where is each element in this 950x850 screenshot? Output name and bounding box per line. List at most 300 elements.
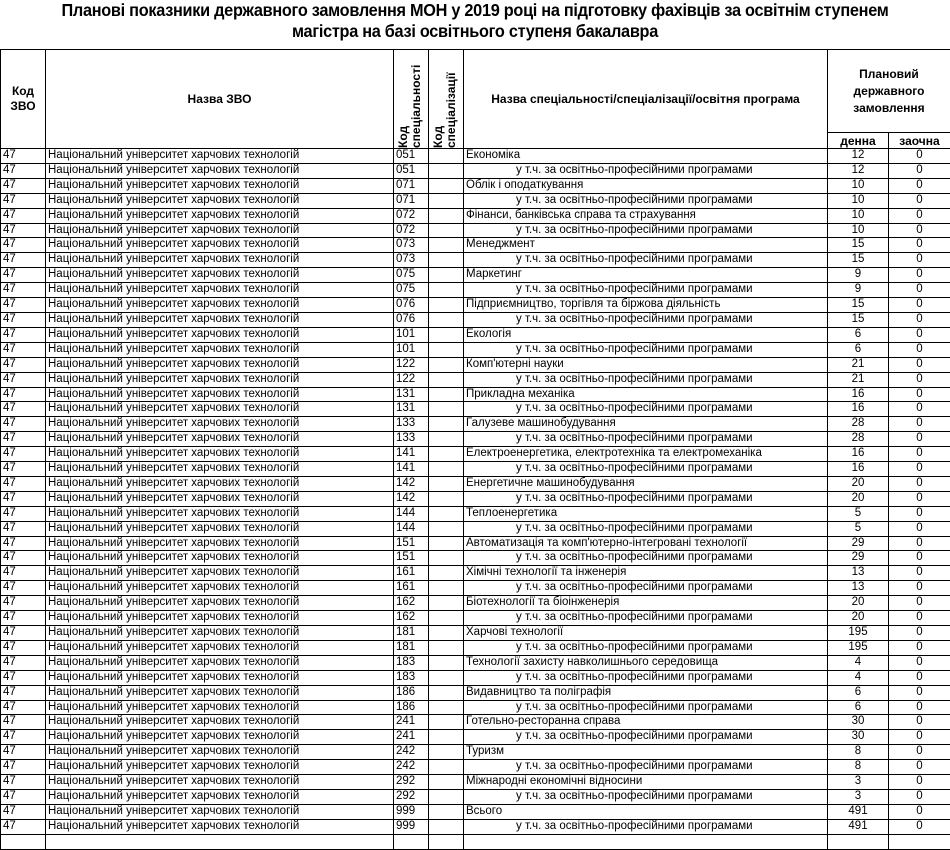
cell-kod-zvo: 47 [1,804,46,819]
cell-kod-specializatsii [429,238,464,253]
cell-kod-specialnosti: 241 [394,715,429,730]
cell-kod-specialnosti: 101 [394,327,429,342]
cell-kod-zvo: 47 [1,312,46,327]
cell-kod-specialnosti: 073 [394,253,429,268]
cell-kod-specializatsii [429,432,464,447]
cell-kod-zvo: 47 [1,596,46,611]
cell-nazva-specialnosti: Всього [464,804,828,819]
cell-kod-specialnosti: 181 [394,640,429,655]
table-row [1,596,950,611]
cell-kod-specializatsii [429,417,464,432]
table-row [1,685,950,700]
cell-kod-zvo: 47 [1,193,46,208]
cell-denna: 21 [828,372,889,387]
cell-kod-zvo: 47 [1,775,46,790]
cell-denna: 195 [828,640,889,655]
cell-kod-zvo: 47 [1,566,46,581]
cell-nazva-zvo: Національний університет харчових технологій [46,357,394,372]
cell-denna: 15 [828,253,889,268]
table-row [1,447,950,462]
cell-denna: 3 [828,775,889,790]
header-zaochna: заочна [889,133,950,149]
table-row [1,312,950,327]
cell-kod-specializatsii [429,491,464,506]
cell-kod-specializatsii [429,312,464,327]
cell-nazva-zvo: Національний університет харчових технологій [46,685,394,700]
cell-denna: 8 [828,745,889,760]
cell-nazva-specialnosti: Міжнародні економічні відносини [464,775,828,790]
cell-kod-specialnosti: 161 [394,566,429,581]
cell-denna: 5 [828,506,889,521]
cell-zaochna: 0 [889,432,950,447]
cell-zaochna: 0 [889,476,950,491]
cell-kod-zvo: 47 [1,357,46,372]
table-row [1,760,950,775]
cell-denna: 15 [828,312,889,327]
cell-nazva-zvo: Національний університет харчових технологій [46,700,394,715]
table-row [1,163,950,178]
document-title [33,0,917,42]
cell-kod-specializatsii [429,551,464,566]
cell-kod-specializatsii [429,596,464,611]
cell-zaochna: 0 [889,402,950,417]
cell-kod-specialnosti: 133 [394,417,429,432]
cell-kod-zvo: 47 [1,715,46,730]
cell-denna: 195 [828,626,889,641]
table-row [1,789,950,804]
cell-denna: 16 [828,387,889,402]
cell-nazva-zvo: Національний університет харчових технологій [46,432,394,447]
table-row [1,462,950,477]
cell-kod-specializatsii [429,700,464,715]
table-row [1,387,950,402]
table-row [1,521,950,536]
cell-nazva-zvo: Національний університет харчових технологій [46,775,394,790]
cell-kod-specializatsii [429,640,464,655]
cell-zaochna: 0 [889,312,950,327]
cell-kod-specializatsii [429,566,464,581]
cell-zaochna: 0 [889,447,950,462]
table-row [1,298,950,313]
cell-kod-zvo: 47 [1,223,46,238]
cell-kod-specializatsii [429,715,464,730]
cell-kod-specialnosti: 131 [394,402,429,417]
cell-kod-specializatsii [429,268,464,283]
cell-nazva-zvo: Національний університет харчових технологій [46,312,394,327]
cell-denna: 491 [828,819,889,834]
cell-zaochna: 0 [889,700,950,715]
cell-nazva-zvo: Національний університет харчових технологій [46,789,394,804]
cell-nazva-specialnosti: Готельно-ресторанна справа [464,715,828,730]
cell-kod-zvo: 47 [1,402,46,417]
cell-kod-specialnosti: 071 [394,193,429,208]
cell-kod-zvo: 47 [1,626,46,641]
cell-zaochna: 0 [889,611,950,626]
cell-kod-specializatsii [429,163,464,178]
cell-nazva-zvo: Національний університет харчових технологій [46,253,394,268]
title-line-1: Планові показники державного замовлення МОН у 2019 році на підготовку фахівців за освітнім ступенем [33,0,917,21]
table-row [1,655,950,670]
cell-kod-specializatsii [429,581,464,596]
cell-kod-specialnosti: 076 [394,312,429,327]
table-row [1,730,950,745]
cell-denna: 30 [828,730,889,745]
cell-nazva-specialnosti: у т.ч. за освітньо-професійними програмами [464,730,828,745]
cell-zaochna: 0 [889,178,950,193]
cell-zaochna: 0 [889,357,950,372]
cell-denna: 28 [828,432,889,447]
cell-nazva-zvo: Національний університет харчових технологій [46,417,394,432]
cell-denna: 16 [828,402,889,417]
table-row [1,551,950,566]
cell-kod-zvo: 47 [1,417,46,432]
table-row [1,178,950,193]
table-row [1,238,950,253]
cell-zaochna: 0 [889,223,950,238]
cell-nazva-specialnosti: у т.ч. за освітньо-професійними програмами [464,342,828,357]
table-row [1,715,950,730]
cell-denna: 4 [828,670,889,685]
table-row [1,491,950,506]
clipped-cell [429,834,464,849]
cell-kod-zvo: 47 [1,640,46,655]
header-kod-specializatsii: Код спеціалізації [429,50,464,149]
cell-kod-specializatsii [429,447,464,462]
cell-zaochna: 0 [889,730,950,745]
cell-kod-specialnosti: 075 [394,283,429,298]
cell-nazva-specialnosti: у т.ч. за освітньо-професійними програмами [464,432,828,447]
clipped-cell [889,834,950,849]
cell-nazva-zvo: Національний університет харчових технологій [46,566,394,581]
cell-kod-specialnosti: 242 [394,760,429,775]
cell-nazva-specialnosti: Видавництво та поліграфія [464,685,828,700]
header-nazva-zvo: Назва ЗВО [46,50,394,149]
cell-kod-specialnosti: 144 [394,521,429,536]
cell-nazva-specialnosti: у т.ч. за освітньо-професійними програмами [464,611,828,626]
cell-nazva-zvo: Національний університет харчових технологій [46,536,394,551]
table-row [1,223,950,238]
table-body [1,149,950,850]
cell-kod-zvo: 47 [1,655,46,670]
cell-zaochna: 0 [889,193,950,208]
table-row [1,476,950,491]
cell-kod-specialnosti: 051 [394,163,429,178]
cell-denna: 20 [828,596,889,611]
cell-kod-specialnosti: 142 [394,476,429,491]
cell-kod-specializatsii [429,506,464,521]
cell-nazva-zvo: Національний університет харчових технологій [46,655,394,670]
cell-kod-zvo: 47 [1,208,46,223]
cell-nazva-specialnosti: Туризм [464,745,828,760]
cell-kod-specialnosti: 144 [394,506,429,521]
cell-kod-specialnosti: 241 [394,730,429,745]
table-row-clipped [1,834,950,849]
cell-kod-specialnosti: 141 [394,462,429,477]
cell-kod-specializatsii [429,387,464,402]
cell-denna: 491 [828,804,889,819]
cell-kod-specializatsii [429,223,464,238]
cell-kod-specialnosti: 292 [394,789,429,804]
cell-nazva-zvo: Національний університет харчових технологій [46,342,394,357]
cell-kod-zvo: 47 [1,387,46,402]
cell-nazva-zvo: Національний університет харчових технологій [46,611,394,626]
cell-zaochna: 0 [889,760,950,775]
cell-nazva-specialnosti: Енергетичне машинобудування [464,476,828,491]
cell-nazva-specialnosti: у т.ч. за освітньо-професійними програмами [464,462,828,477]
title-line-2: магістра на базі освітнього ступеня бакалавра [33,21,917,42]
cell-nazva-specialnosti: у т.ч. за освітньо-професійними програмами [464,670,828,685]
cell-nazva-zvo: Національний університет харчових технологій [46,819,394,834]
cell-kod-zvo: 47 [1,372,46,387]
cell-nazva-specialnosti: Маркетинг [464,268,828,283]
cell-nazva-specialnosti: Харчові технології [464,626,828,641]
cell-nazva-specialnosti: у т.ч. за освітньо-професійними програмами [464,253,828,268]
cell-kod-zvo: 47 [1,745,46,760]
table-row [1,506,950,521]
cell-kod-specialnosti: 161 [394,581,429,596]
cell-kod-specializatsii [429,670,464,685]
cell-kod-specialnosti: 162 [394,596,429,611]
cell-nazva-specialnosti: Теплоенергетика [464,506,828,521]
cell-kod-specialnosti: 051 [394,149,429,164]
cell-kod-specializatsii [429,760,464,775]
cell-kod-specializatsii [429,775,464,790]
cell-zaochna: 0 [889,551,950,566]
cell-kod-specialnosti: 073 [394,238,429,253]
cell-nazva-specialnosti: у т.ч. за освітньо-професійними програмами [464,223,828,238]
cell-denna: 20 [828,476,889,491]
cell-nazva-zvo: Національний університет харчових технологій [46,208,394,223]
cell-nazva-specialnosti: у т.ч. за освітньо-професійними програмами [464,283,828,298]
cell-zaochna: 0 [889,268,950,283]
cell-nazva-zvo: Національний університет харчових технологій [46,476,394,491]
cell-zaochna: 0 [889,298,950,313]
table-row [1,775,950,790]
cell-nazva-specialnosti: у т.ч. за освітньо-професійними програмами [464,581,828,596]
cell-nazva-specialnosti: у т.ч. за освітньо-професійними програмами [464,402,828,417]
cell-nazva-specialnosti: Автоматизація та комп'ютерно-інтегровані технології [464,536,828,551]
cell-nazva-zvo: Національний університет харчових технологій [46,581,394,596]
cell-kod-zvo: 47 [1,670,46,685]
cell-kod-zvo: 47 [1,685,46,700]
cell-kod-zvo: 47 [1,789,46,804]
cell-nazva-specialnosti: у т.ч. за освітньо-професійними програмами [464,491,828,506]
cell-kod-specialnosti: 072 [394,223,429,238]
cell-zaochna: 0 [889,506,950,521]
cell-kod-specializatsii [429,298,464,313]
cell-kod-specializatsii [429,342,464,357]
cell-kod-specialnosti: 122 [394,357,429,372]
cell-nazva-zvo: Національний університет харчових технологій [46,715,394,730]
cell-nazva-zvo: Національний університет харчових технологій [46,268,394,283]
cell-denna: 28 [828,417,889,432]
cell-zaochna: 0 [889,163,950,178]
cell-kod-specializatsii [429,327,464,342]
cell-kod-specializatsii [429,745,464,760]
cell-kod-specialnosti: 183 [394,670,429,685]
cell-kod-specialnosti: 292 [394,775,429,790]
table-row [1,819,950,834]
cell-denna: 9 [828,268,889,283]
table-row [1,253,950,268]
cell-nazva-specialnosti: у т.ч. за освітньо-професійними програмами [464,760,828,775]
table-row [1,402,950,417]
cell-nazva-specialnosti: у т.ч. за освітньо-професійними програмами [464,700,828,715]
cell-kod-zvo: 47 [1,760,46,775]
cell-zaochna: 0 [889,372,950,387]
cell-kod-specializatsii [429,402,464,417]
cell-nazva-zvo: Національний університет харчових технологій [46,462,394,477]
cell-denna: 21 [828,357,889,372]
header-denna: денна [828,133,889,149]
cell-nazva-zvo: Національний університет харчових технологій [46,149,394,164]
cell-kod-zvo: 47 [1,432,46,447]
cell-nazva-zvo: Національний університет харчових технологій [46,551,394,566]
cell-kod-specialnosti: 131 [394,387,429,402]
cell-kod-specialnosti: 142 [394,491,429,506]
cell-nazva-zvo: Національний університет харчових технологій [46,745,394,760]
cell-nazva-zvo: Національний університет харчових технологій [46,506,394,521]
cell-nazva-specialnosti: Прикладна механіка [464,387,828,402]
cell-nazva-specialnosti: у т.ч. за освітньо-професійними програмами [464,551,828,566]
cell-kod-zvo: 47 [1,491,46,506]
cell-zaochna: 0 [889,596,950,611]
cell-nazva-specialnosti: Екологія [464,327,828,342]
cell-kod-specializatsii [429,730,464,745]
cell-denna: 6 [828,700,889,715]
cell-denna: 15 [828,298,889,313]
cell-zaochna: 0 [889,536,950,551]
cell-zaochna: 0 [889,819,950,834]
cell-kod-zvo: 47 [1,730,46,745]
cell-nazva-specialnosti: Фінанси, банківська справа та страхування [464,208,828,223]
cell-denna: 6 [828,685,889,700]
cell-kod-specializatsii [429,521,464,536]
cell-kod-specialnosti: 133 [394,432,429,447]
cell-kod-specialnosti: 999 [394,804,429,819]
cell-kod-zvo: 47 [1,476,46,491]
cell-nazva-specialnosti: у т.ч. за освітньо-професійними програмами [464,372,828,387]
cell-kod-specialnosti: 183 [394,655,429,670]
cell-nazva-specialnosti: у т.ч. за освітньо-професійними програмами [464,312,828,327]
cell-kod-zvo: 47 [1,536,46,551]
cell-kod-specialnosti: 151 [394,536,429,551]
cell-denna: 6 [828,342,889,357]
cell-denna: 30 [828,715,889,730]
clipped-cell [394,834,429,849]
cell-zaochna: 0 [889,715,950,730]
cell-denna: 10 [828,223,889,238]
cell-nazva-zvo: Національний університет харчових технологій [46,238,394,253]
cell-denna: 10 [828,193,889,208]
cell-zaochna: 0 [889,521,950,536]
cell-kod-zvo: 47 [1,149,46,164]
state-order-table [0,49,950,850]
table-row [1,536,950,551]
cell-denna: 12 [828,149,889,164]
cell-zaochna: 0 [889,253,950,268]
cell-zaochna: 0 [889,775,950,790]
cell-nazva-specialnosti: Технології захисту навколишнього середовища [464,655,828,670]
cell-denna: 8 [828,760,889,775]
cell-nazva-zvo: Національний університет харчових технологій [46,193,394,208]
cell-nazva-zvo: Національний університет харчових технологій [46,298,394,313]
cell-kod-specialnosti: 181 [394,626,429,641]
cell-kod-specialnosti: 186 [394,685,429,700]
cell-zaochna: 0 [889,789,950,804]
cell-kod-zvo: 47 [1,163,46,178]
clipped-cell [1,834,46,849]
cell-nazva-zvo: Національний університет харчових технологій [46,521,394,536]
cell-zaochna: 0 [889,283,950,298]
table-row [1,566,950,581]
cell-kod-specialnosti: 186 [394,700,429,715]
cell-denna: 10 [828,208,889,223]
cell-nazva-zvo: Національний університет харчових технологій [46,387,394,402]
table-row [1,581,950,596]
cell-denna: 9 [828,283,889,298]
cell-denna: 10 [828,178,889,193]
cell-nazva-zvo: Національний університет харчових технологій [46,447,394,462]
cell-zaochna: 0 [889,208,950,223]
cell-denna: 29 [828,536,889,551]
cell-kod-specializatsii [429,626,464,641]
cell-zaochna: 0 [889,745,950,760]
cell-kod-specializatsii [429,193,464,208]
cell-zaochna: 0 [889,640,950,655]
cell-denna: 4 [828,655,889,670]
header-planovyi: Плановий державного замовлення [828,50,950,133]
cell-nazva-specialnosti: Економіка [464,149,828,164]
cell-kod-specialnosti: 162 [394,611,429,626]
cell-zaochna: 0 [889,804,950,819]
cell-nazva-specialnosti: Комп'ютерні науки [464,357,828,372]
cell-zaochna: 0 [889,655,950,670]
cell-kod-specializatsii [429,149,464,164]
cell-kod-specializatsii [429,685,464,700]
clipped-cell [464,834,828,849]
cell-denna: 13 [828,581,889,596]
cell-zaochna: 0 [889,685,950,700]
cell-zaochna: 0 [889,462,950,477]
cell-denna: 20 [828,611,889,626]
cell-denna: 16 [828,462,889,477]
table-row [1,283,950,298]
cell-kod-zvo: 47 [1,819,46,834]
table-row [1,149,950,164]
cell-zaochna: 0 [889,327,950,342]
cell-kod-zvo: 47 [1,178,46,193]
table-row [1,626,950,641]
clipped-cell [46,834,394,849]
cell-nazva-specialnosti: Облік і оподаткування [464,178,828,193]
cell-nazva-zvo: Національний університет харчових технологій [46,223,394,238]
cell-zaochna: 0 [889,238,950,253]
cell-kod-zvo: 47 [1,268,46,283]
cell-nazva-zvo: Національний університет харчових технологій [46,804,394,819]
cell-kod-zvo: 47 [1,298,46,313]
cell-nazva-zvo: Національний університет харчових технологій [46,402,394,417]
cell-nazva-zvo: Національний університет харчових технологій [46,626,394,641]
cell-denna: 16 [828,447,889,462]
cell-kod-specialnosti: 071 [394,178,429,193]
cell-kod-zvo: 47 [1,327,46,342]
table-row [1,372,950,387]
cell-zaochna: 0 [889,566,950,581]
cell-denna: 29 [828,551,889,566]
cell-kod-zvo: 47 [1,283,46,298]
cell-nazva-zvo: Національний університет харчових технологій [46,730,394,745]
